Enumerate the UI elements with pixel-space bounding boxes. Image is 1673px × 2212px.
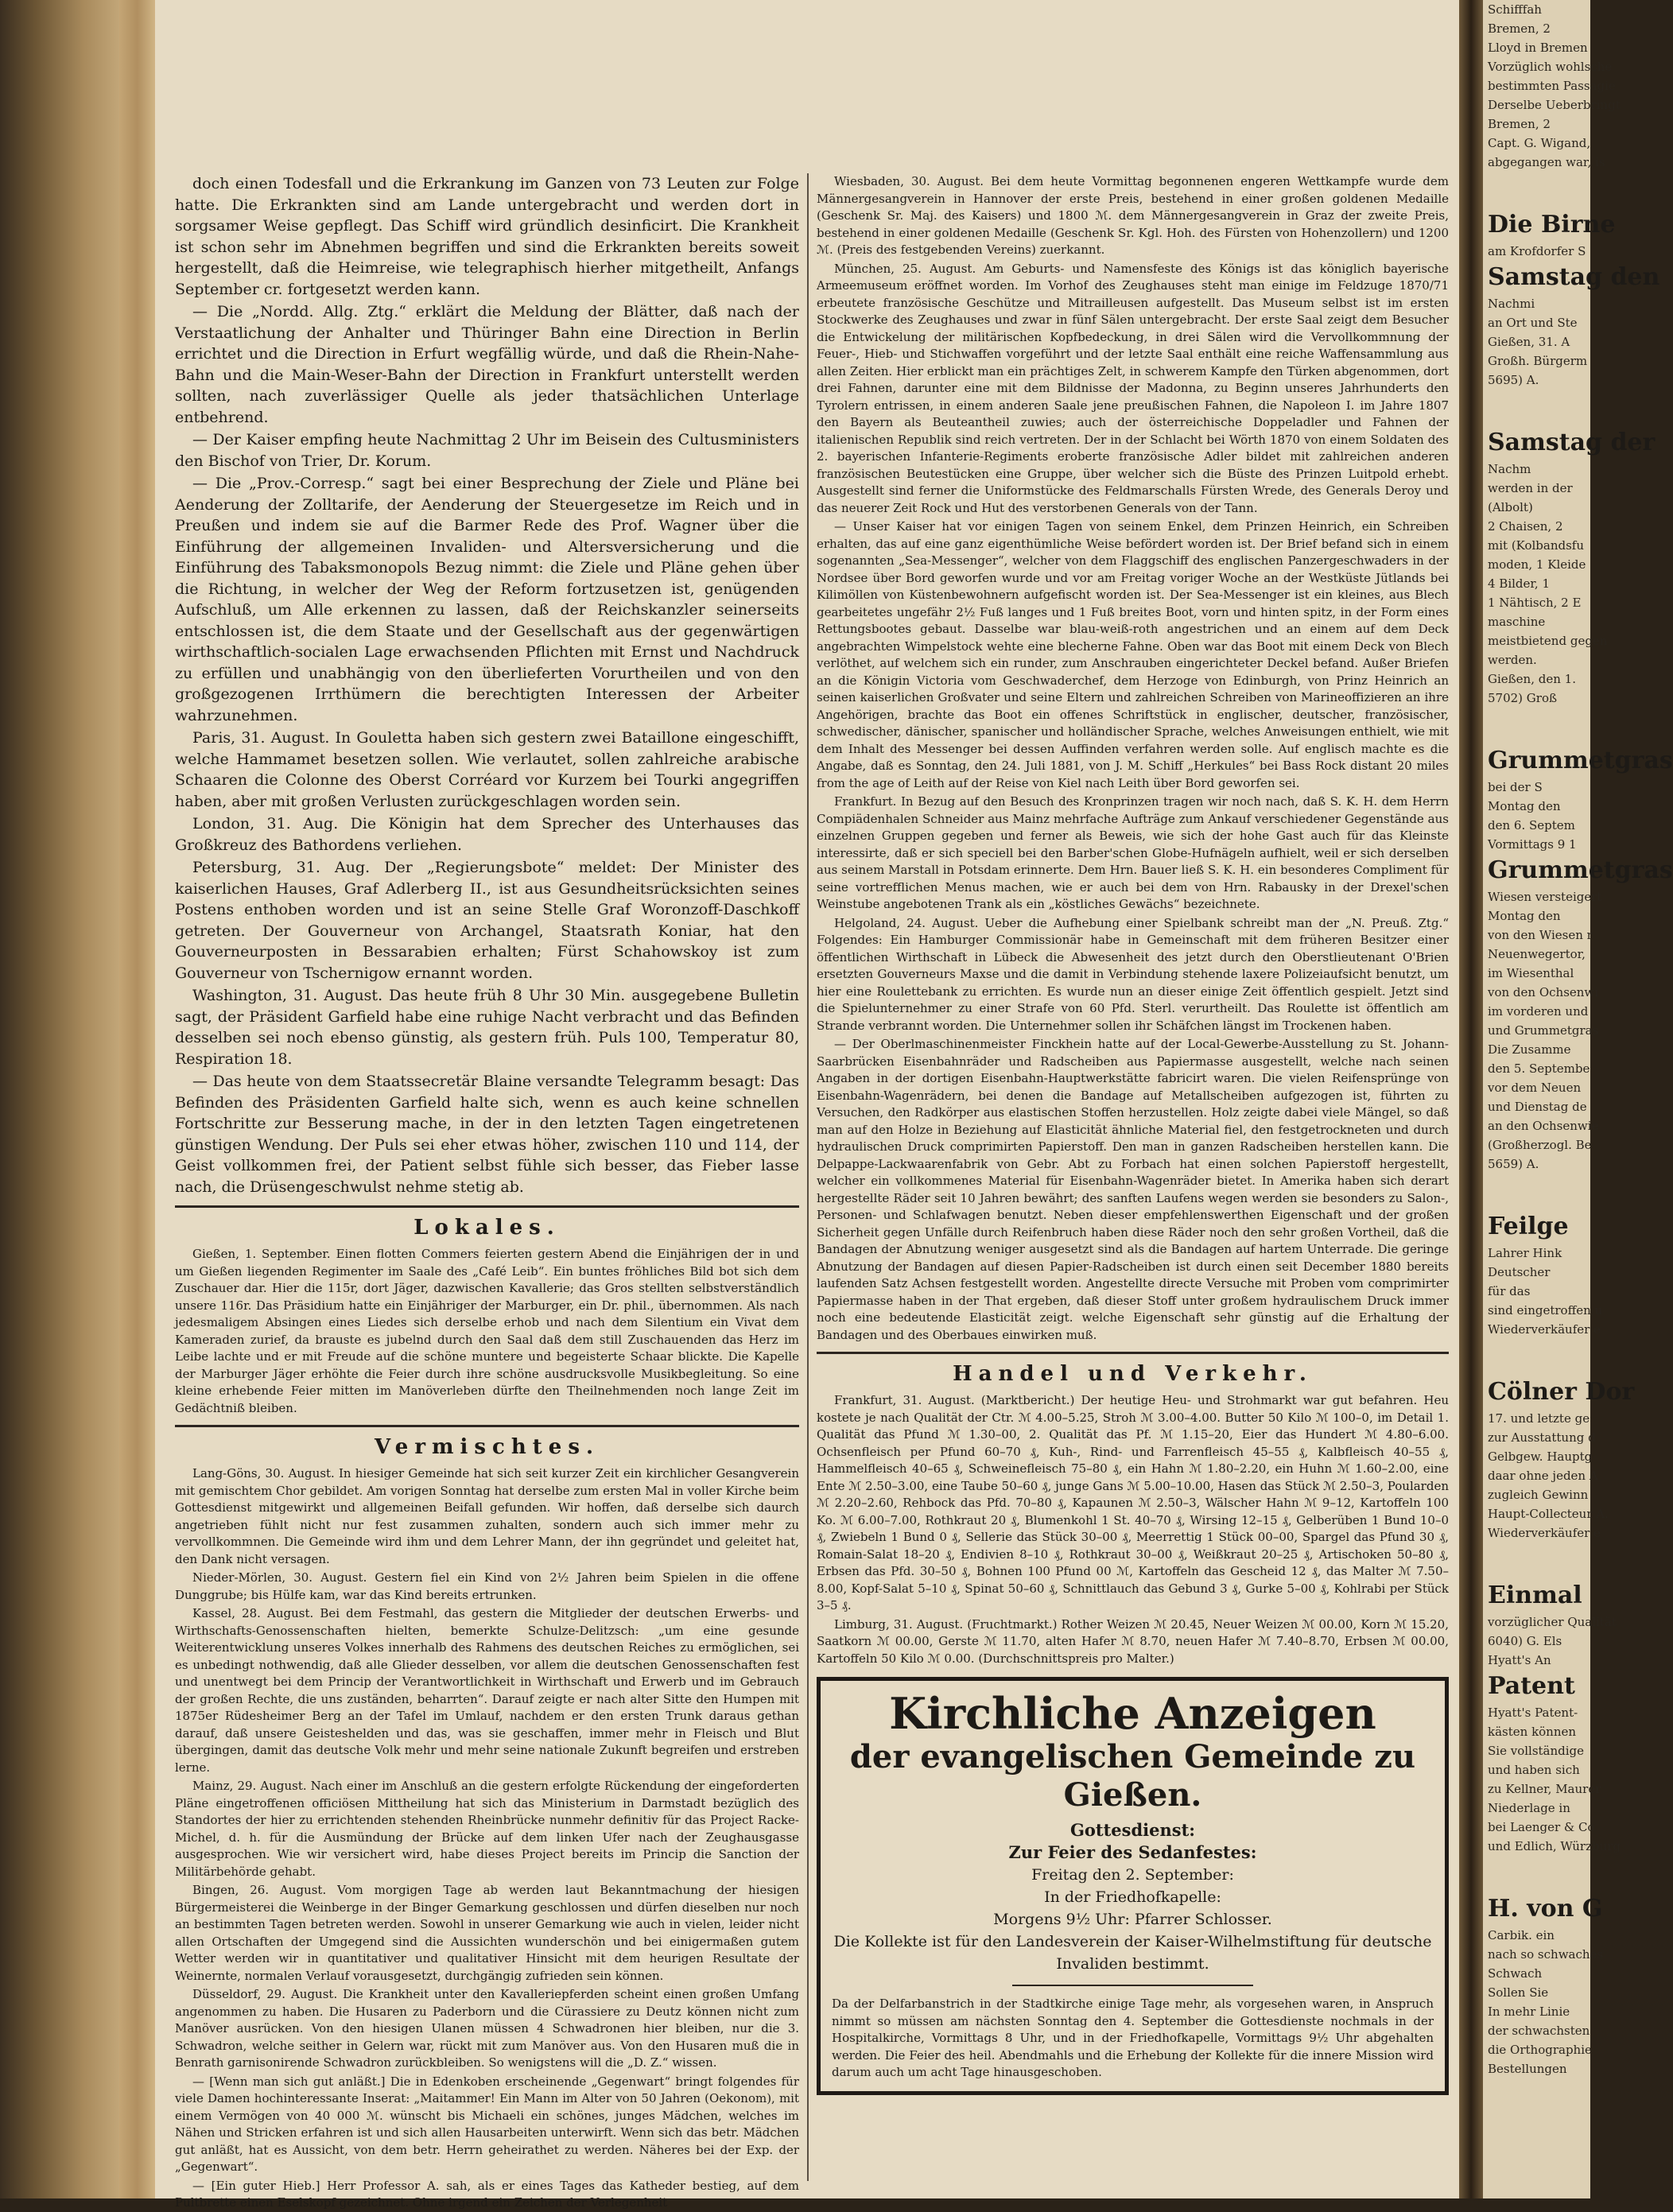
- vermischtes-paragraph: Lang-Göns, 30. August. In hiesiger Gemeinde hat sich seit kurzer Zeit ein kirchlicher Gesangverein mit gemischtem Chor gebildet. Am vorigen Sonntag hat derselbe zum ersten Mal in voller Kirche beim Gottesdienst mitgewirkt und allgemeinen Beifall gefunden. Wir hoffen, daß derselbe sich daurch angetrieben fühlt nicht nur fest zusammen zuhalten, sondern auch sich immer mehr zu vervollkommnen. Die Gemeinde wird ihm und dem Lehrer Mann, der ihn gegründet und geleitet hat, den Dank nicht versagen.: [175, 1466, 799, 1566]
- news-paragraph: — Die „Prov.-Corresp.“ sagt bei einer Besprechung der Ziele und Pläne bei Aenderung der Zolltarife, der Aenderung der Steuergesetze im Reich und in Preußen und indem sie auf die Barmer Rede des Prof. Wagner über die Einführung der allgemeinen Invaliden- und Altersversicherung und die Einführung des Tabaksmonopols Bezug nimmt: die Ziele und Pläne gehen über die Richtung, in welcher der Weg der Reform fortzusetzen ist, genügenden Aufschluß, um Alle erkennen zu lassen, daß der Reichskanzler seinerseits entschlossen ist, die dem Staate und der Gesellschaft aus der gegenwärtigen wirthschaftlich-socialen Lage erwachsenden Pflichten mit Ernst und Nachdruck zu erfüllen und unabhängig von den überlieferten Vorurtheilen und von den großgezogenen Irrthümern die berechtigten Interessen der Arbeiter wahrzunehmen.: [175, 475, 799, 724]
- next-page-fragment: Schwach: [1488, 1966, 1543, 1981]
- next-page-fragment: 5659) A.: [1488, 1157, 1539, 1171]
- news-paragraph: Wiesbaden, 30. August. Bei dem heute Vormittag begonnenen engeren Wettkampfe wurde dem Männergesangverein in Hannover der erste Preis, bestehend in einer großen goldenen Medaille (Geschenk Sr. Maj. des Kaisers) und 1800 ℳ. dem Männergesangverein in Graz der zweite Preis, bestehend in einer goldenen Medaille (Geschenk Sr. Kgl. Hoh. des Fürsten von Hohenzollern) und 1200 ℳ. (Preis des festgebenden Vereins) zuerkannt.: [817, 174, 1449, 257]
- next-page-fragment: Neuenwegertor,: [1488, 947, 1586, 961]
- next-page-fragment: (Albolt): [1488, 500, 1533, 514]
- next-page-gap: [1483, 1339, 1590, 1376]
- next-page-fragment: 4 Bilder, 1: [1488, 576, 1551, 591]
- vermischtes-paragraph: — [Ein guter Hieb.] Herr Professor A. sah, als er eines Tages das Katheder bestieg, auf dem Pultbrette einen Eselskopf gezeichnet. Ohne irgend ein Zeichen der Verlegenheit: [175, 2178, 799, 2210]
- next-page-fragment: von den Ochsenwi: [1488, 985, 1599, 999]
- next-page-fragment: Deutscher: [1488, 1265, 1551, 1279]
- next-page-fragment: Vorzüglich wohlsche: [1488, 60, 1613, 74]
- next-page-fragment: Samstag den: [1488, 263, 1660, 291]
- news-paragraph: — Der Oberlmaschinenmeister Finckhein hatte auf der Local-Gewerbe-Ausstellung zu St. Johann-Saarbrücken Eisenbahnräder und Radscheiben aus Papiermasse ausgestellt, welche nach seinen Angaben in der dortigen Eisenbahn-Hauptwerkstätte fabricirt waren. Die vielen Reifensprünge von Eisenbahn-Wagenrädern, bei denen die Bandage auf Metallscheiben aufgezogen ist, führten zu Versuchen, den Radkörper aus elastischen Stoffen herzustellen. Holz zeigte dabei viele Mängel, so daß man auf den Holze in Beziehung auf Elasticität ähnliche Material fiel, den festgetrockneten und durch hydraulischen Druck comprimirten Papierstoff. Den man in ganzen Radscheiben herstellen kann. Die Delpappe-Lackwaarenfabrik von Gebr. Abt zu Forbach hat einen solchen Papierstoff hergestellt, welcher ein vollkommenes Material für Eisenbahn-Wagenräder bietet. In Amerika haben sich derart hergestellte Räder seit 10 Jahren bewährt; des sanften Laufens wegen werden sie besonders zu Salon-, Personen- und Schlafwagen benutzt. Neben dieser empfehlenswerthen Eigenschaft und der großen Sicherheit gegen Unfälle durch Reifenbruch haben diese Räder noch den sehr großen Vortheil, daß die Bandagen der Abnutzung weniger ausgesetzt sind als die Bandagen auf hartem Unterrade. Die geringe Abnutzung der Bandagen auf diesen Papier-Radscheiben ist durch einen seit December 1880 bereits laufenden Satz Achsen festgestellt worden. Angestellte directe Versuche mit Proben vom comprimirter Papiermasse haben in der That ergeben, daß dieser Stoff unter großem hydraulischem Druck immer noch eine bedeutende Elasticität zeigt. welche Eigenschaft sehr günstig auf die Erhaltung der Bandagen und des Oberbaues einwirken muß.: [817, 1037, 1449, 1342]
- next-page-fragment: Schifffah: [1488, 2, 1542, 17]
- next-page-fragment: In mehr Linie: [1488, 2004, 1570, 2019]
- next-page-fragment: maschine: [1488, 615, 1546, 629]
- next-page-fragment: am Krofdorfer S: [1488, 244, 1586, 258]
- next-page-fragment: H. von G: [1488, 1895, 1603, 1923]
- notice-feier: Zur Feier des Sedanfestes:: [1008, 1842, 1257, 1862]
- next-page-fragment: Wiesen versteigert: [1488, 890, 1602, 904]
- news-paragraph: — Unser Kaiser hat vor einigen Tagen von seinem Enkel, dem Prinzen Heinrich, ein Schreiben erhalten, das auf eine ganz eigenthümliche Weise befördert worden ist. Der Brief befand sich in einem sogenannten „Sea-Messenger“, welcher von dem Flaggschiff des englischen Panzergeschwaders in der Nordsee über Bord geworfen wurde und vor am Freitag voriger Woche an der Westküste Jütlands bei Kilimöllen von Küstenbewohnern aufgefischt worden ist. Der Sea-Messenger ist ein kleines, aus Blech gearbeitetes ungefähr 2½ Fuß langes und 1 Fuß breites Boot, vorn und hinten spitz, in der Form eines Rettungsbootes gebaut. Dasselbe war blau-weiß-roth angestrichen und an einem auf dem Deck angebrachten Wimpelstock wehte eine blecherne Fahne. Oben war das Boot mit einem Deck von Blech verlöthet, auf welchem sich ein runder, zum Anschrauben eingerichteter Deckel befand. Außer Briefen an die Königin Victoria vom Geschwaderchef, dem Herzoge von Edinburgh, von Prinz Heinrich an seinen kaiserlichen Großvater und seine Eltern und zahlreichen Schreiben von Marineoffizieren an ihre Angehörigen, brachte das Boot ein offenes Schriftstück in englischer, deutscher, französischer, schwedischer, dänischer, spanischer und holländischer Sprache, welches Anweisungen enthielt, wie mit dem Inhalt des Messenger bei dessen Auffinden verfahren werden solle. Auf englisch machte es die Angabe, daß es Sonntag, den 24. Juli 1881, von J. M. Schiff „Herkules“ bei Bass Rock distant 20 miles from the age of Leith auf der Reise von Kiel nach Leith über Bord geworfen sei.: [817, 519, 1449, 790]
- next-page-fragment: Lahrer Hink: [1488, 1246, 1562, 1260]
- next-page-fragment: zu Kellner, Maurer: [1488, 1782, 1601, 1796]
- next-page-fragment: und Grummetgras: [1488, 1023, 1599, 1038]
- next-page-fragment: Sie vollständige: [1488, 1744, 1585, 1758]
- next-page-fragment: den 6. Septem: [1488, 818, 1575, 832]
- next-page-fragment: Bremen, 2: [1488, 117, 1551, 131]
- next-page-fragment: moden, 1 Kleide: [1488, 557, 1586, 572]
- next-page-fragment: Die Zusamme: [1488, 1042, 1571, 1057]
- next-page-fragment: Gießen, 31. A: [1488, 335, 1570, 349]
- next-page-fragment: Gelbgew. Hauptg: [1488, 1449, 1593, 1464]
- notice-place: In der Friedhofkapelle:: [1044, 1888, 1221, 1906]
- lokales-paragraph: Gießen, 1. September. Einen flotten Commers feierten gestern Abend die Einjährigen der in und um Gießen liegenden Regimenter im Saale des „Café Leib“. Ein buntes fröhliches Bild bot sich dem Zuschauer dar. Hier die 115r, dort Jäger, dazwischen Kavallerie; das Gros stellten selbstverständlich unsere 116r. Das Präsidium hatte ein Einjähriger der Marburger, ein Dr. phil., übernommen. Als nach jedesmaligem Absingen eines Liedes sich derselbe erhob und nach dem Silentium ein Vivat dem Kameraden zurief, da brauste es jubelnd durch den Saal daß dem still Zuschauenden das Herz im Leibe lachte und er mit Freude auf die schöne muntere und begeisterte Schaar blickte. Die Kapelle der Marburger Jäger erhöhte die Feier durch ihre schöne ausdrucksvolle Musikbegleitung. So eine kleine erhebende Feier mitten im Manöverleben dürfte den Theilnehmenden noch lange Zeit im Gedächtniß bleiben.: [175, 1247, 799, 1415]
- notice-gottesdienst: Gottesdienst:: [1069, 1820, 1196, 1840]
- news-paragraph: doch einen Todesfall und die Erkrankung im Ganzen von 73 Leuten zur Folge hatte. Die Erkrankten sind am Lande untergebracht und werden dort in sorgsamer Weise gepflegt. Das Schiff wird gründlich desinficirt. Die Krankheit ist schon sehr im Abnehmen begriffen und sind die Erkrankten bereits soweit hergestellt, daß die Heimreise, wie telegraphisch hierher mitgetheilt, Anfangs September cr. fortgesetzt werden kann.: [175, 175, 799, 298]
- news-paragraph: Helgoland, 24. August. Ueber die Aufhebung einer Spielbank schreibt man der „N. Preuß. Ztg.“ Folgendes: Ein Hamburger Commissionär habe in Gemeinschaft mit dem früheren Besitzer einer öffentlichen Wirthschaft in Lübeck die Abwesenheit des jetzt durch den Oberstlieutenant O'Brien ersetzten Gouverneurs Maxse und die damit in Verbindung stehende laxere Polizeiaufsicht benutzt, um hier eine Roulettebank zu errichten. Es wurde nun an dieser einige Zeit öffentlich gespielt. Jetzt sind die Spielunternehmer zu einer Strafe von 60 Pfd. Sterl. verurtheilt. Das Roulette ist öffentlich am Strande verbrannt worden. Die Unternehmer sollen ihr Schäfchen längst im Trockenen haben.: [817, 915, 1449, 1033]
- next-page-fragment: Nachmi: [1488, 297, 1535, 311]
- next-page-fragment: 2 Chaisen, 2: [1488, 519, 1563, 534]
- next-page-fragment: Bremen, 2: [1488, 21, 1551, 36]
- next-page-fragment: an den Ochsenwie: [1488, 1119, 1599, 1133]
- next-page-fragment: vorzüglicher Qualität: [1488, 1615, 1617, 1629]
- next-page-fragment: im Wiesenthal: [1488, 966, 1574, 980]
- next-page-fragment: Feilge: [1488, 1213, 1569, 1240]
- book-binding: [0, 0, 119, 2198]
- next-page-strip: [1483, 0, 1673, 2198]
- next-page-fragment: nach so schwaches: [1488, 1947, 1604, 1962]
- handel-heading: Handel und Verkehr.: [953, 1362, 1313, 1386]
- news-paragraph: — Das heute von dem Staatssecretär Blaine versandte Telegramm besagt: Das Befinden des Präsidenten Garfield halte sich, wenn es auch keine schnellen Fortschritte zur Besserung mache, in der in den letzten Tagen eingetretenen günstigen Wendung. Der Puls sei eher etwas höher, zwischen 110 und 114, der Geist vollkommen frei, der Patient selbst fühle sich besser, das Fieber lasse nach, die Drüsengeschwulst nehme stetig ab.: [175, 1073, 799, 1196]
- market-report-paragraph: Limburg, 31. August. (Fruchtmarkt.) Rother Weizen ℳ 20.45, Neuer Weizen ℳ 00.00, Korn ℳ 15.20, Saatkorn ℳ 00.00, Gerste ℳ 11.70, alten Hafer ℳ 8.70, neuen Hafer ℳ 7.40–8.70, Erbsen ℳ 00.00, Kartoffeln 50 Kilo ℳ 0.00. (Durchschnittspreis pro Malter.): [817, 1616, 1449, 1666]
- notice-title: Kirchliche Anzeigen: [889, 1688, 1376, 1739]
- vermischtes-section: [175, 1465, 799, 2212]
- vermischtes-paragraph: Nieder-Mörlen, 30. August. Gestern fiel ein Kind von 2½ Jahren beim Spielen in die offene Dunggrube; bis Hülfe kam, war das Kind bereits ertrunken.: [175, 1570, 799, 1602]
- news-paragraph: Petersburg, 31. Aug. Der „Regierungsbote“ meldet: Der Minister des kaiserlichen Hauses, Graf Adlerberg II., ist aus Gesundheitsrücksichten seines Postens enthoben worden und ist an seine Stelle Graf Woronzoff-Daschkoff getreten. Der Gouverneur von Archangel, Staatsrath Koniar, hat den Gouverneurposten in Bessarabien erhalten; Fürst Schahowskoy ist zum Gouverneur von Tschernigow ernannt worden.: [175, 859, 799, 982]
- next-page-fragment: abgegangen war, is: [1488, 155, 1605, 169]
- next-page-fragment: Grummetgras: [1488, 747, 1673, 774]
- next-page-fragment: Hyatt's Patent-: [1488, 1706, 1578, 1720]
- next-page-fragment: Vormittags 9 1: [1488, 837, 1577, 852]
- notice-subtitle: der evangelischen Gemeinde zu Gießen.: [849, 1738, 1416, 1814]
- vermischtes-paragraph: Bingen, 26. August. Vom morgigen Tage ab werden laut Bekanntmachung der hiesigen Bürgermeisterei die Weinberge in der Binger Gemarkung geschlossen und dürfen dieselben nur noch an bestimmten Tagen betreten werden. Sowohl in unserer Gemarkung wie auch in vielen, leider nicht allen Ortschaften der Umgegend sind die Aussichten wunderschön und bei einigermaßen gutem Wetter werden wir in quantitativer und qualitativer Hinsicht mit dem heurigen Resultate der Weinernte, normalen Verlauf vorausgesetzt, durchgängig zufrieden sein können.: [175, 1883, 799, 1983]
- next-page-fragment: Grummetgras: [1488, 856, 1673, 884]
- news-paragraph: — Die „Nordd. Allg. Ztg.“ erklärt die Meldung der Blätter, daß nach der Verstaatlichung der Anhalter und Thüringer Bahn eine Direction in Berlin errichtet und die Direction in Erfurt wegfällig würde, und daß die Rhein-Nahe-Bahn und die Main-Weser-Bahn der Direction in Frankfurt unterstellt werden sollten, nach zuverlässiger Quelle als jeder thatsächlichen Unterlage entbehrend.: [175, 303, 799, 426]
- next-page-fragment: meistbietend gegen: [1488, 634, 1608, 648]
- next-page-fragment: 6040) G. Els: [1488, 1634, 1562, 1648]
- next-page-gap: [1483, 1856, 1590, 1892]
- next-page-fragment: Wiederverkäufer e: [1488, 1526, 1601, 1540]
- next-page-fragment: Capt. G. Wigand,: [1488, 136, 1591, 150]
- next-page-fragment: werden in der: [1488, 481, 1573, 495]
- vermischtes-paragraph: Kassel, 28. August. Bei dem Festmahl, das gestern die Mitglieder der deutschen Erwerbs- und Wirthschafts-Genossenschaften hielten, bemerkte Schulze-Delitzsch: „um eine gesunde Weiterentwicklung unseres Volkes innerhalb des Rahmens des deutschen Reiches zu ermöglichen, sei es unbedingt nothwendig, daß alle Glieder desselben, vor allem die deutschen Genossenschaften fest und unentwegt bei dem Princip der Verantwortlichkeit in Wirthschaft und Erwerb und im Gebrauch der großen Rechte, die uns zuständen, beharrten“. Darauf zeigte er nach alter Sitte den Humpen mit 1875er Rüdesheimer Berg an der Tafel im Umlauf, nachdem er den ersten Trunk daraus gethan darauf, daß unsere Geisteshelden und das, was sie geschaffen, immer mehr in Fleisch und Blut übergingen, damit das deutsche Volk mehr und mehr seine nationale Zukunft begreifen und erstreben lerne.: [175, 1606, 799, 1775]
- next-page-fragment: Sollen Sie: [1488, 1985, 1549, 2000]
- notice-time: Morgens 9½ Uhr: Pfarrer Schlosser.: [993, 1911, 1272, 1928]
- news-paragraph: Frankfurt. In Bezug auf den Besuch des Kronprinzen tragen wir noch nach, daß S. K. H. dem Herrn Compiädenhalen Schneider aus Mainz mehrfache Aufträge zum Ankauf verschiedener Gegenstände aus einzelnen Gruppen gegeben und ferner als Beweis, wie sich der hohe Gast auch für das Kleinste interessirte, daß er sich speciell bei den Barber'schen Globe-Hufnägeln aufhielt, weil er sich derselben aus seinem Marstall in Potsdam erinnerte. Dem Hrn. Bauer ließ S. K. H. ein besonderes Compliment für seine vortrefflichen Menus machen, wie er auch bei dem von Hrn. Rabausky in der Drexel'schen Weinstube angebotenen Trank als ein „köstliches Gewächs“ bezeichnete.: [817, 794, 1449, 911]
- next-page-fragment: Haupt-Collecteur A.: [1488, 1507, 1609, 1521]
- next-page-fragment: (Großherzogl. Be: [1488, 1138, 1592, 1152]
- news-paragraph: Paris, 31. August. In Gouletta haben sich gestern zwei Bataillone eingeschifft, welche Hammamet besetzen sollen. Wie verlautet, sollen zahlreiche arabische Schaaren die Colonne des Oberst Corréard vor Kurzem bei Tourki angegriffen haben, aber mit großen Verlusten zurückgeschlagen worden sein.: [175, 729, 799, 810]
- next-page-fragment: Wiederverkäufer e: [1488, 1322, 1601, 1337]
- next-page-fragment: Gießen, den 1.: [1488, 672, 1576, 686]
- notice-date: Freitag den 2. September:: [1031, 1866, 1234, 1884]
- next-page-fragment: Patent: [1488, 1672, 1575, 1700]
- next-page-fragment: Bestellungen: [1488, 2062, 1567, 2076]
- next-page-fragment: von den Wiesen r: [1488, 928, 1593, 942]
- next-page-gap: [1483, 708, 1590, 744]
- page-gutter: [1459, 0, 1483, 2198]
- next-page-fragment: 5695) A.: [1488, 373, 1539, 387]
- next-page-fragment: Carbik. ein: [1488, 1928, 1555, 1942]
- column-rule: [807, 173, 809, 2181]
- next-page-fragment: für das: [1488, 1284, 1531, 1298]
- vermischtes-paragraph: Mainz, 29. August. Nach einer im Anschluß an die gestern erfolgte Rückendung der eingeforderten Pläne eingetroffenen officiösen Mittheilung hat sich das Ministerium in Darmstadt bezüglich des Standortes der hier zu errichtenden stehenden Rheinbrücke nunmehr definitiv für das Project Racke-Michel, d. h. für die Ausmündung der Brücke auf dem linken Ufer nach der Zeughausgasse ausgesprochen. Wie wir versichert wird, habe dieses Project bereits im Princip die Sanction der Militärbehörde gehabt.: [175, 1779, 799, 1879]
- notice-collection: Die Kollekte ist für den Landesverein der Kaiser-Wilhelmstiftung für deutsche Invaliden bestimmt.: [833, 1933, 1432, 1973]
- next-page-fragment: werden.: [1488, 653, 1537, 667]
- news-paragraph: London, 31. Aug. Die Königin hat dem Sprecher des Unterhauses das Großkreuz des Bathordens verliehen.: [175, 815, 799, 854]
- next-page-fragment: sind eingetroffen u: [1488, 1303, 1603, 1317]
- next-page-fragment: 1 Nähtisch, 2 E: [1488, 596, 1582, 610]
- next-page-gap: [1483, 172, 1590, 208]
- next-page-fragment: Hyatt's An: [1488, 1653, 1551, 1667]
- lokales-section: [175, 1246, 799, 1417]
- next-page-gap: [1483, 1174, 1590, 1210]
- next-page-fragment: Samstag der: [1488, 429, 1656, 456]
- next-page-fragment: den 5. Septembe: [1488, 1061, 1590, 1076]
- next-page-fragment: und Edlich, Würzburg: [1488, 1839, 1621, 1853]
- next-page-fragment: vor dem Neuen: [1488, 1081, 1582, 1095]
- vermischtes-paragraph: — [Wenn man sich gut anläßt.] Die in Edenkoben erscheinende „Gegenwart“ bringt folgendes für viele Damen hochinteressante Inserat: „Maitammer! Ein Mann im Alter von 50 Jahren (Oekonom), mit einem Vermögen von 40 000 ℳ. wünscht bis Michaeli ein schönes, junges Mädchen, welches im Nähen und Stricken erfahren ist und sich allen Hausarbeiten unterwirft. Wenn sich das betr. Mädchen gut anläßt, hat es Aussicht, von dem betr. Herrn geheirathet zu werden. Näheres bei der Exp. der „Gegenwart“.: [175, 2074, 799, 2174]
- next-page-fragment: Nachm: [1488, 462, 1531, 476]
- section-divider: [175, 1205, 799, 1208]
- next-page-fragment: und Dienstag de: [1488, 1100, 1587, 1114]
- news-section: [817, 173, 1449, 1344]
- next-page-fragment: kästen können: [1488, 1725, 1577, 1739]
- next-page-fragment: Die Birne: [1488, 211, 1616, 239]
- market-report-paragraph: Frankfurt, 31. August. (Marktbericht.) Der heutige Heu- und Strohmarkt war gut befahren. Heu kostete je nach Qualität der Ctr. ℳ 4.00–5.25, Stroh ℳ 3.00–4.00. Butter 50 Kilo ℳ 100–0, im Detail 1. Qualität das Pfund ℳ 1.30–00, 2. Qualität das Pf. ℳ 1.15–20, Eier das Hundert ℳ 4.80–6.00. Ochsenfleisch per Pfund 60–70 ₰, Kuh-, Rind- und Farrenfleisch 45–55 ₰, Kalbfleisch 40–55 ₰, Hammelfleisch 40–65 ₰, Schweinefleisch 75–80 ₰, ein Hahn ℳ 1.80–2.20, ein Huhn ℳ 1.60–2.00, eine Ente ℳ 2.50–3.00, eine Taube 50–60 ₰, junge Gans ℳ 5.00–10.00, Hasen das Stück ℳ 2.50–3, Poularden ℳ 2.20–2.60, Rehbock das Pfd. 70–80 ₰, Kapaunen ℳ 2.50–3, Wälscher Hahn ℳ 9–12, Kartoffeln 100 Ko. ℳ 6.00–7.00, Rothkraut 20 ₰, Blumenkohl 1 St. 40–70 ₰, Wirsing 12–15 ₰, Gelberüben 1 Bund 10–0 ₰, Zwiebeln 1 Bund 0 ₰, Sellerie das Stück 30–00 ₰, Meerrettig 1 Stück 00–00, Spargel das Pfund 30 ₰, Romain-Salat 18–20 ₰, Endivien 8–10 ₰, Rothkraut 30–00 ₰, Weißkraut 20–25 ₰, Artischoken 50–80 ₰, Erbsen das Pfd. 30–50 ₰, Bohnen 100 Pfund 00 ℳ, Kartoffeln das Gescheid 12 ₰, das Malter ℳ 7.50–8.00, Kopf-Salat 5–10 ₰, Spinat 50–60 ₰, Schnittlauch das Gebund 3 ₰, Gurke 5–00 ₰, Kohlrabi per Stück 3–5 ₰.: [817, 1393, 1449, 1612]
- handel-section: [817, 1392, 1449, 1667]
- next-page-fragment: 5702) Groß: [1488, 691, 1557, 705]
- news-section: [175, 173, 799, 1197]
- next-page-fragment: im vorderen und: [1488, 1004, 1589, 1019]
- vermischtes-heading: Vermischtes.: [374, 1435, 600, 1459]
- notice-divider: [1012, 1985, 1253, 1986]
- next-page-gap: [1483, 1543, 1590, 1579]
- next-page-fragment: zugleich Gewinn: [1488, 1488, 1589, 1502]
- next-page-fragment: Großh. Bürgerm: [1488, 354, 1588, 368]
- next-page-fragment: die Orthographie: [1488, 2043, 1592, 2057]
- next-page-fragment: 17. und letzte ge: [1488, 1411, 1590, 1426]
- left-column: [175, 173, 799, 2210]
- binding-edge: [119, 0, 155, 2198]
- next-page-fragment: Montag den: [1488, 909, 1561, 923]
- next-page-fragment: bei Laenger & Co: [1488, 1820, 1595, 1834]
- next-page-fragment: Cölner Dor: [1488, 1378, 1635, 1406]
- news-paragraph: — Der Kaiser empfing heute Nachmittag 2 Uhr im Beisein des Cultusministers den Bischof von Trier, Dr. Korum.: [175, 431, 799, 470]
- next-page-gap: [1483, 390, 1590, 426]
- vermischtes-paragraph: Düsseldorf, 29. August. Die Krankheit unter den Kavalleriepferden scheint einen großen Umfang angenommen zu haben. Die Husaren zu Paderborn und die Cürassiere zu Deutz können nicht zum Manöver ausrücken. Von den hiesigen Ulanen müssen 4 Schwadronen hier bleiben, nur die 3. Schwadron, welche seither in Gelern war, rückt mit zum Manöver aus. Von den Husaren muß die in Benrath garnisonirende Schwadron zurückbleiben. So wenigstens will die „D. Z.“ wissen.: [175, 1987, 799, 2070]
- next-page-fragment: daar ohne jeden A: [1488, 1469, 1598, 1483]
- news-paragraph: München, 25. August. Am Geburts- und Namensfeste des Königs ist das königlich bayerische Armeemuseum eröffnet worden. Im Vorhof des Zeughauses steht man einige im Feldzuge 1870/71 erbeutete französische Geschütze und Mitrailleusen aufgestellt. Das Museum selbst ist im ersten Stockwerke des Zeughauses und zwar in fünf Sälen untergebracht. Der erste Saal zeigt dem Besucher die Entwickelung der militärischen Kopfbedeckung, in drei Sälen wird die Vervollkommnung der Feuer-, Hieb- und Stichwaffen vorgeführt und der letzte Saal enthält eine reiche Waffensammlung aus allen Zeiten. Hier erblickt man ein prächtiges Zelt, in schwerem Kampfe den Türken abgenommen, dort drei Fahnen, darunter eine mit dem Bildnisse der Madonna, zu Beginn unseres Jahrhunderts den Tyrolern entrissen, in einem anderen Saale jene preußischen Fahnen, die Napoleon I. im Jahre 1807 den Bayern als Beuteantheil zuwies; auch der österreichische Doppeladler und Fahnen der italienischen Republik sind reich vertreten. Der in der Schlacht bei Wörth 1870 von einem Soldaten des 2. bayerischen Infanterie-Regiments eroberte französische Adler bildet mit zahlreichen anderen französischen Beutestücken eine Gruppe, über welcher sich die Büste des Prinzen Luitpold erhebt. Ausgestellt sind ferner die Uniformstücke des Feldmarschalls Fürsten Wrede, des Generals Deroy und das neuerer Zeit Rock und Hut des verstorbenen Generals von der Tann.: [817, 261, 1449, 515]
- next-page-fragment: Derselbe Ueberbringt: [1488, 98, 1621, 112]
- section-divider: [817, 1352, 1449, 1354]
- lokales-heading: Lokales.: [413, 1216, 561, 1240]
- next-page-fragment: der schwachsten: [1488, 2024, 1590, 2038]
- right-column: [817, 173, 1449, 2181]
- notice-closing: Da der Delfarbanstrich in der Stadtkirche einige Tage mehr, als vorgesehen waren, in Anspruch nimmt so müssen am nächsten Sonntag den 4. September die Gottesdienste nochmals in der Hospitalkirche, Vormittags 8 Uhr, und in der Friedhofkapelle, Vormittags 9½ Uhr abgehalten werden. Die Feier des heil. Abendmahls und die Erhebung der Kollekte für die innere Mission wird darum auch um acht Tage hinausgeschoben.: [832, 1997, 1434, 2079]
- next-page-fragment: bei der S: [1488, 780, 1543, 794]
- next-page-fragment: an Ort und Ste: [1488, 316, 1578, 330]
- news-paragraph: Washington, 31. August. Das heute früh 8 Uhr 30 Min. ausgegebene Bulletin sagt, der Präsident Garfield habe eine ruhige Nacht verbracht und das Befinden desselben sei noch ebenso günstig, als gestern früh. Puls 100, Temperatur 80, Respiration 18.: [175, 987, 799, 1068]
- next-page-fragment: Einmal: [1488, 1581, 1582, 1609]
- next-page-fragment: Montag den: [1488, 799, 1561, 813]
- next-page-fragment: mit (Kolbandsfu: [1488, 538, 1585, 553]
- church-notice: [817, 1677, 1449, 2095]
- next-page-fragment: zur Ausstattung d: [1488, 1430, 1596, 1445]
- next-page-fragment: bestimmten Passagie: [1488, 79, 1616, 93]
- next-page-fragment: und haben sich: [1488, 1763, 1580, 1777]
- next-page-fragment: Lloyd in Bremen: [1488, 41, 1588, 55]
- section-divider: [175, 1425, 799, 1427]
- next-page-fragment: Niederlage in: [1488, 1801, 1570, 1815]
